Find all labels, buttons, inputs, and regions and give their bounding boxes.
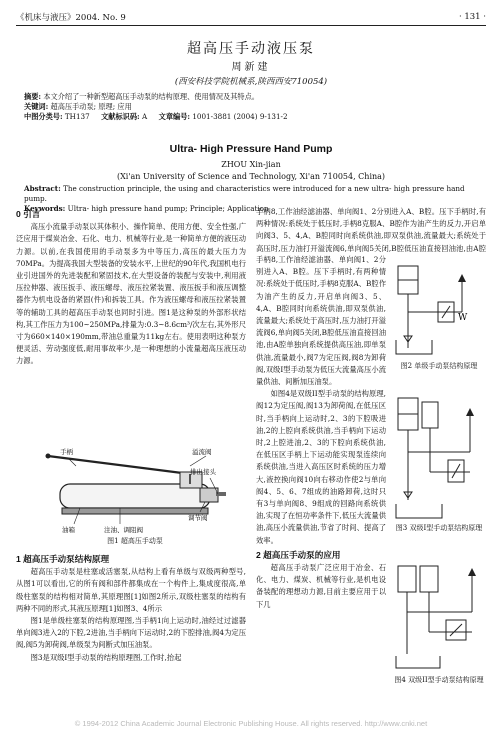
- right-column-narrow: [256, 254, 386, 688]
- journal-name: 《机床与液压》2004. No. 9: [16, 13, 126, 23]
- abstract-cn: 摘要: 本文介绍了一种新型超高压手动泵的结构原理、使用情况及其特点。 关键词: 超高压手动泵; 原理; 应用 中图分类号: TH137 文献标识码: A 文章编号: 1001-3881 (2004) 9-131-2: [24, 92, 288, 121]
- figure-2-caption: 图2 单级手动泵结构原理: [400, 362, 478, 370]
- right-paragraph-1: 手柄8,工作油经滤油器、单向阀1、2分别进入A、B腔。压下手柄时,有两种情况:系统处于低压时,手柄8克服A、B腔作为油产生的反力,开启单向阀3、5、4,A、B腔同时向系统供油,即双泵供油,流量最大;系统处于高压时,压力油打开溢流阀6,单向阀5关闭,B腔低压油直接回油池,由A腔单独向系统提供高压油,即单泵供油,流量最小,阀7为定压阀,阀8为卸荷阀,双级I型手动泵为低压大流量高压小流量供油、间断加压油泵。: [256, 255, 386, 387]
- right-column-top: [256, 206, 486, 254]
- page-number: · 131 ·: [458, 12, 486, 22]
- header-rule: [16, 25, 486, 26]
- running-header: [16, 10, 486, 24]
- english-title: Ultra- High Pressure Hand Pump: [169, 143, 333, 155]
- figure-1-pump-drawing: [40, 444, 230, 534]
- fig1-label-handle: 手柄: [60, 448, 73, 456]
- fig1-label-outlet: 排出接头: [190, 468, 216, 476]
- fig1-label-adjust: 调节阀: [188, 514, 208, 522]
- fig1-label-tank: 油箱: [62, 526, 75, 534]
- affiliation: (西安科技学院机械系,陕西西安710054): [174, 77, 328, 87]
- svg-text:W: W: [458, 313, 468, 323]
- copyright-footer: © 1994-2012 China Academic Journal Electronic Publishing House. All rights reserved. http://www.cnki.net: [74, 719, 428, 728]
- left-column-top: [16, 206, 246, 368]
- single-stage-paragraph: 图1是单级柱塞泵的结构原理图,当手柄1向上运动时,油经过过滤器单向阀3进入2的下腔,2进油,当手柄向下运动时,2的下腔排油,阀4为定压阀,阀5为卸荷阀,单级泵为间断式加压油泵。: [16, 616, 246, 650]
- right-paragraph-3: 超高压手动泵广泛应用于冶金、石化、电力、煤炭、机械等行业,是机电设备装配的理想动力源,目前主要应用于以下几: [256, 563, 386, 609]
- figure-3-schematic: [392, 392, 486, 522]
- article-title: 超高压手动液压泵: [187, 41, 315, 57]
- figure-4-caption: 图4 双级II型手动泵结构原理: [394, 676, 484, 684]
- fig1-label-fill: 注油、调阻阀: [104, 526, 143, 534]
- figure-4-schematic: [392, 562, 486, 672]
- abstract-en: Abstract: The construction principle, the using and characteristics were introduced for a new ultra- high pressure hand pump. Keywords: Ultra- high pressure hand pump; Principle; Application: [24, 184, 465, 213]
- author-name: 周新建: [231, 62, 271, 73]
- right-paragraph-1-lead: 手柄8,工作油经滤油器、单向阀1、2分别进入A、B腔。压下手柄时,有两种情况:系统处于低压时,手柄8克服A、B腔作为油产生的反力,开启单向阀3、5、4,A、B腔同时向系统供油,即双泵供油,流量最大;系统处于高压时,压力油打开溢流阀6,单向阀5关闭,B腔低压油直接回油池,由A腔: [256, 207, 486, 253]
- english-affiliation: (Xi'an University of Science and Technology, Xi'an 710054, China): [116, 172, 386, 181]
- left-column-bottom: [16, 551, 246, 664]
- fig1-label-relief: 溢流阀: [192, 448, 212, 456]
- figure-3-caption: 图3 双级I型手动泵结构原理: [395, 524, 483, 532]
- figure-1-caption: 图1 超高压手动泵: [107, 537, 163, 545]
- structure-paragraph: 超高压手动泵是柱塞或活塞泵,从结构上看有单级与双级两种型号,从图1可以看出,它的所有阀和部件都集成在一个构件上,集成度很高,单级柱塞泵的结构相对简单,其原理图[1]如图2所示,双级柱塞泵的结构有两种不同的形式,其液压原理[1]如图3、4所示: [16, 567, 246, 613]
- section-2-heading: 2 超高压手动泵的应用: [256, 549, 341, 560]
- two-stage-paragraph: 图3是双级I型手动泵的结构原理图,工作时,抬起: [30, 652, 182, 662]
- intro-paragraph: 高压小流量手动泵以其体积小、操作简单、使用方便、安全性强,广泛应用于煤炭冶金、石化、电力、机械等行业,是一种简单方便的液压动力源。以前,在我国使用的手动泵多为中等压力,高压的最大压力为70MPa。为提高我国大型装备的安装水平,上世纪的90年代,我国机电行业引进国外的先进装配和紧固技术,在大型设备的装配与安装中,利用液压拉伸器、液压扳手、液压螺母、液压拉紧装置、液压扳手和液压调整器作为机电设备的紧固(件)和拆装工具。作为液压螺母和液压拉紧装置等的辅助工具的超高压手动泵也同时引进。图1是这种泵的外部形状结构,其工作压力为100~250MPa,排量为:0.3~8.6cm³/次左右,其外形尺寸为660×140×190mm,带油总重量为11kg左右。使用表明这种泵方便灵活、劳动强度低,耐用事故率少,是一种理想的小流量超高压液压动力源。: [16, 222, 246, 366]
- section-0-heading: 0 引言: [16, 209, 41, 219]
- right-paragraph-2: 如图4是双级II型手动泵的结构原理,阀12为定压阀,阀13为卸荷阀,在低压区时,当手柄向上运动时,2、3的下腔吸进油,2的上腔向系统供油,当手柄向下运动时,2上腔进油,2、3的下腔向系统供油,在低压区手柄上下运动能实现泵连续向系统供油,当进入高压区时系统的压力增大,液控换向阀10向右移动作使2与单向阀4、5、6、7组成的油路卸荷,这时只有3与单向阀8、9组成的回路向系统供油,实现了在恒功率条件下,低压大流量供油,高压小流量供油,节省了时间、提高了效率。: [256, 389, 386, 545]
- section-1-heading: 1 超高压手动泵结构原理: [16, 554, 110, 564]
- figure-2-schematic: [392, 262, 486, 360]
- english-author: ZHOU Xin-jian: [221, 160, 281, 169]
